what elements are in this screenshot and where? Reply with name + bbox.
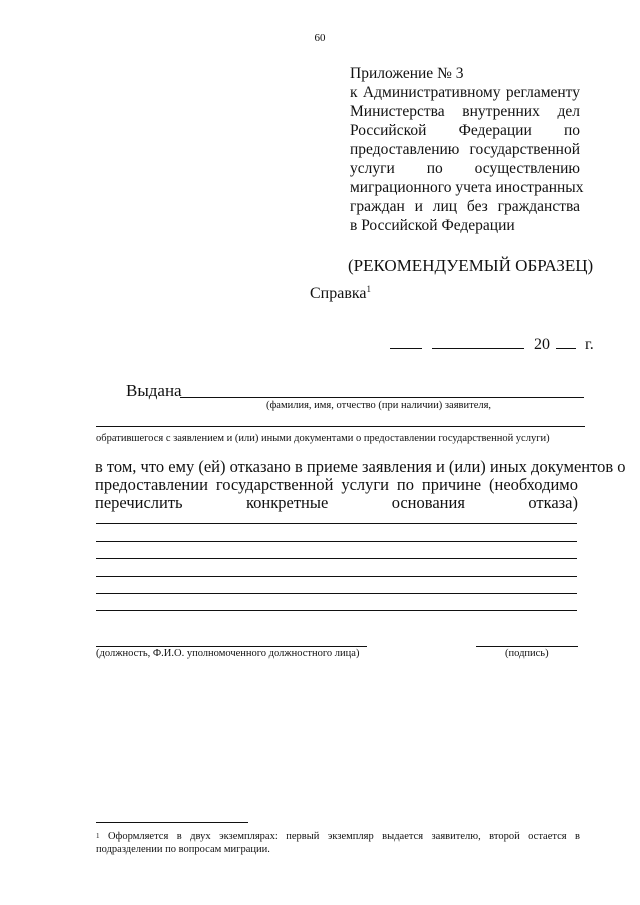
title-footnote-mark: 1: [366, 284, 372, 294]
issued-label: Выдана: [126, 381, 182, 400]
footnote-separator: [96, 822, 248, 823]
recommended-sample-label: (РЕКОМЕНДУЕМЫЙ ОБРАЗЕЦ): [348, 256, 594, 275]
reason-line[interactable]: [96, 593, 577, 594]
fio-caption: (фамилия, имя, отчество (при наличии) заявителя,: [266, 400, 492, 411]
paragraph-line: предоставлении государственной услуги по причине (необходимо: [95, 475, 578, 494]
paragraph-line: в том, что ему (ей) отказано в приеме заявления и (или) иных документов о: [95, 457, 626, 476]
page-number: 60: [314, 32, 326, 44]
reason-line[interactable]: [96, 558, 577, 559]
applicant-line[interactable]: [96, 426, 585, 427]
year-suffix: г.: [585, 336, 594, 353]
document-title: [310, 285, 371, 303]
footnote-mark: 1: [96, 832, 100, 840]
appendix-header: [350, 64, 584, 235]
appendix-line: Министерства внутренних дел: [350, 103, 580, 120]
signature-line[interactable]: [476, 646, 578, 647]
official-position-line[interactable]: [96, 646, 367, 647]
appendix-line: миграционного учета иностранных: [350, 179, 584, 196]
footnote: [96, 830, 580, 856]
signature-caption: (подпись): [505, 648, 549, 659]
applicant-caption: обратившегося с заявлением и (или) иными документами о предоставлении государственной услуги): [96, 433, 550, 444]
appendix-line: в Российской Федерации: [350, 217, 515, 234]
month-field[interactable]: [432, 332, 524, 349]
issued-to-line[interactable]: [180, 397, 584, 398]
appendix-line: Российской Федерации по: [350, 122, 580, 139]
appendix-line: граждан и лиц без гражданства: [350, 198, 580, 215]
official-position-caption: (должность, Ф.И.О. уполномоченного должностного лица): [96, 648, 360, 659]
year-prefix: 20: [534, 336, 550, 353]
appendix-line: услуги по осуществлению: [350, 160, 580, 177]
refusal-paragraph: [95, 457, 626, 512]
footnote-text: Оформляется в двух экземплярах: первый экземпляр выдается заявителю, второй остается в подразделении по вопросам миграции.: [96, 831, 580, 855]
year-field[interactable]: [556, 332, 576, 349]
reason-line[interactable]: [96, 541, 577, 542]
appendix-line: предоставлению государственной: [350, 141, 580, 158]
reason-line[interactable]: [96, 576, 577, 577]
reason-line[interactable]: [96, 523, 577, 524]
date-line: [390, 332, 594, 354]
paragraph-line: перечислить конкретные основания отказа): [95, 493, 578, 512]
document-title-text: Справка: [310, 285, 367, 302]
day-field[interactable]: [390, 332, 422, 349]
appendix-line: Приложение № 3: [350, 65, 464, 82]
appendix-line: к Административному регламенту: [350, 84, 580, 101]
reason-line[interactable]: [96, 610, 577, 611]
